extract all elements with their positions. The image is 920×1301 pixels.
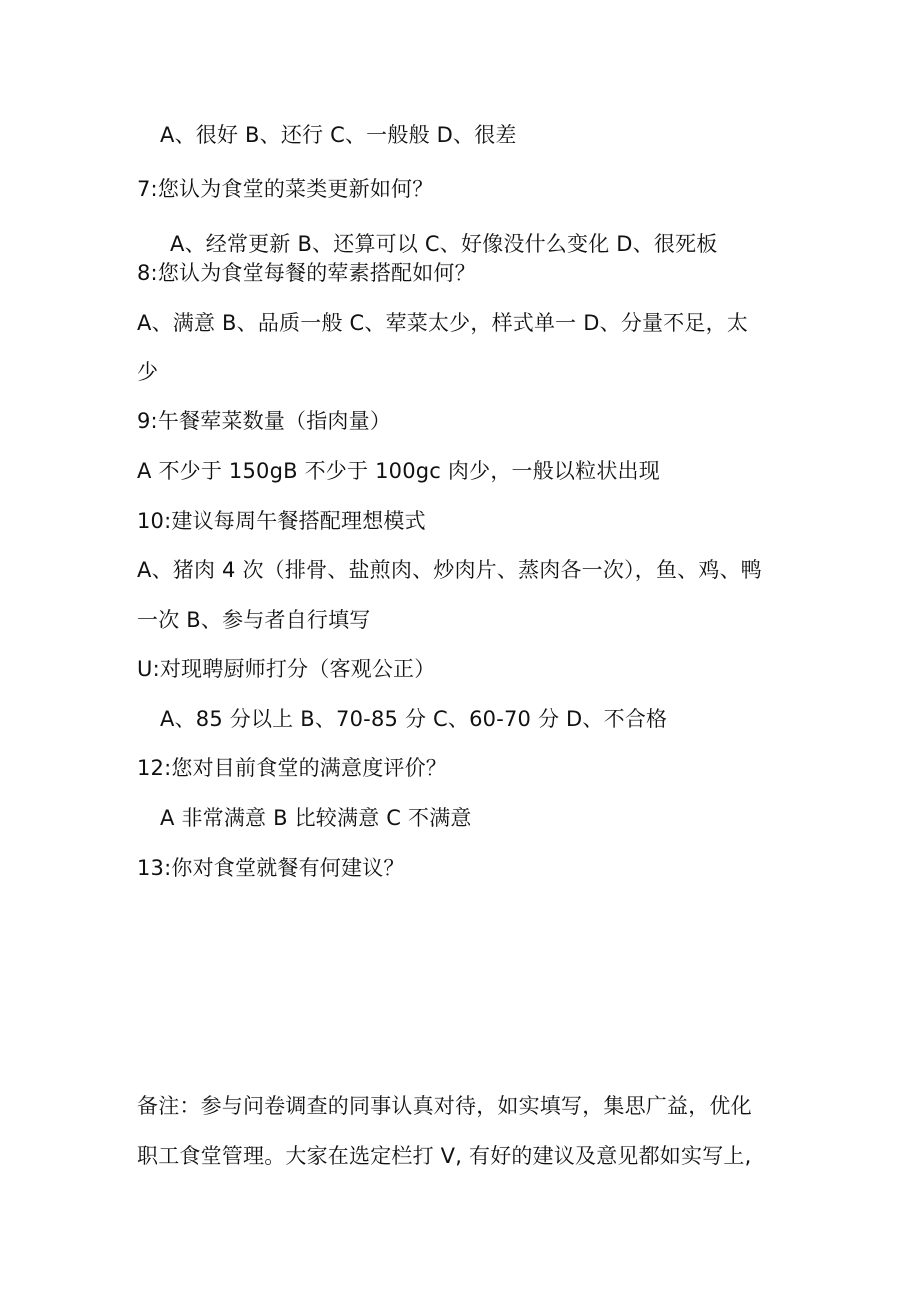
remarks-line-2: 职工食堂管理。大家在选定栏打 V, 有好的建议及意见都如实写上,	[137, 1144, 752, 1168]
q7-question: 7:您认为食堂的菜类更新如何？	[137, 177, 434, 201]
q11-question: U:对现聘厨师打分（客观公正）	[137, 657, 436, 681]
q8-options: A、满意 B、品质一般 C、荤菜太少，样式单一 D、分量不足，太	[137, 311, 749, 335]
q11-options: A、85 分以上 B、70-85 分 C、60-70 分 D、不合格	[160, 707, 668, 731]
q12-question: 12:您对目前食堂的满意度评价？	[137, 756, 447, 780]
q8-question: 8:您认为食堂每餐的荤素搭配如何？	[137, 261, 476, 285]
q8-options-continued: 少	[137, 360, 159, 384]
q9-options: A 不少于 150gB 不少于 100gc 肉少，一般以粒状出现	[137, 459, 660, 483]
q12-options: A 非常满意 B 比较满意 C 不满意	[160, 806, 472, 830]
q10-options-continued: 一次 B、参与者自行填写	[137, 608, 371, 632]
q13-question: 13:你对食堂就餐有何建议？	[137, 856, 405, 880]
q6-options: A、很好 B、还行 C、一般般 D、很差	[160, 123, 517, 147]
q10-options: A、猪肉 4 次（排骨、盐煎肉、炒肉片、蒸肉各一次），鱼、鸡、鸭	[137, 558, 762, 582]
q10-question: 10:建议每周午餐搭配理想模式	[137, 509, 426, 533]
q9-question: 9:午餐荤菜数量（指肉量）	[137, 409, 392, 433]
q7-options: A、经常更新 B、还算可以 C、好像没什么变化 D、很死板	[170, 232, 718, 256]
remarks-line-1: 备注：参与问卷调查的同事认真对待，如实填写，集思广益，优化	[137, 1094, 752, 1118]
